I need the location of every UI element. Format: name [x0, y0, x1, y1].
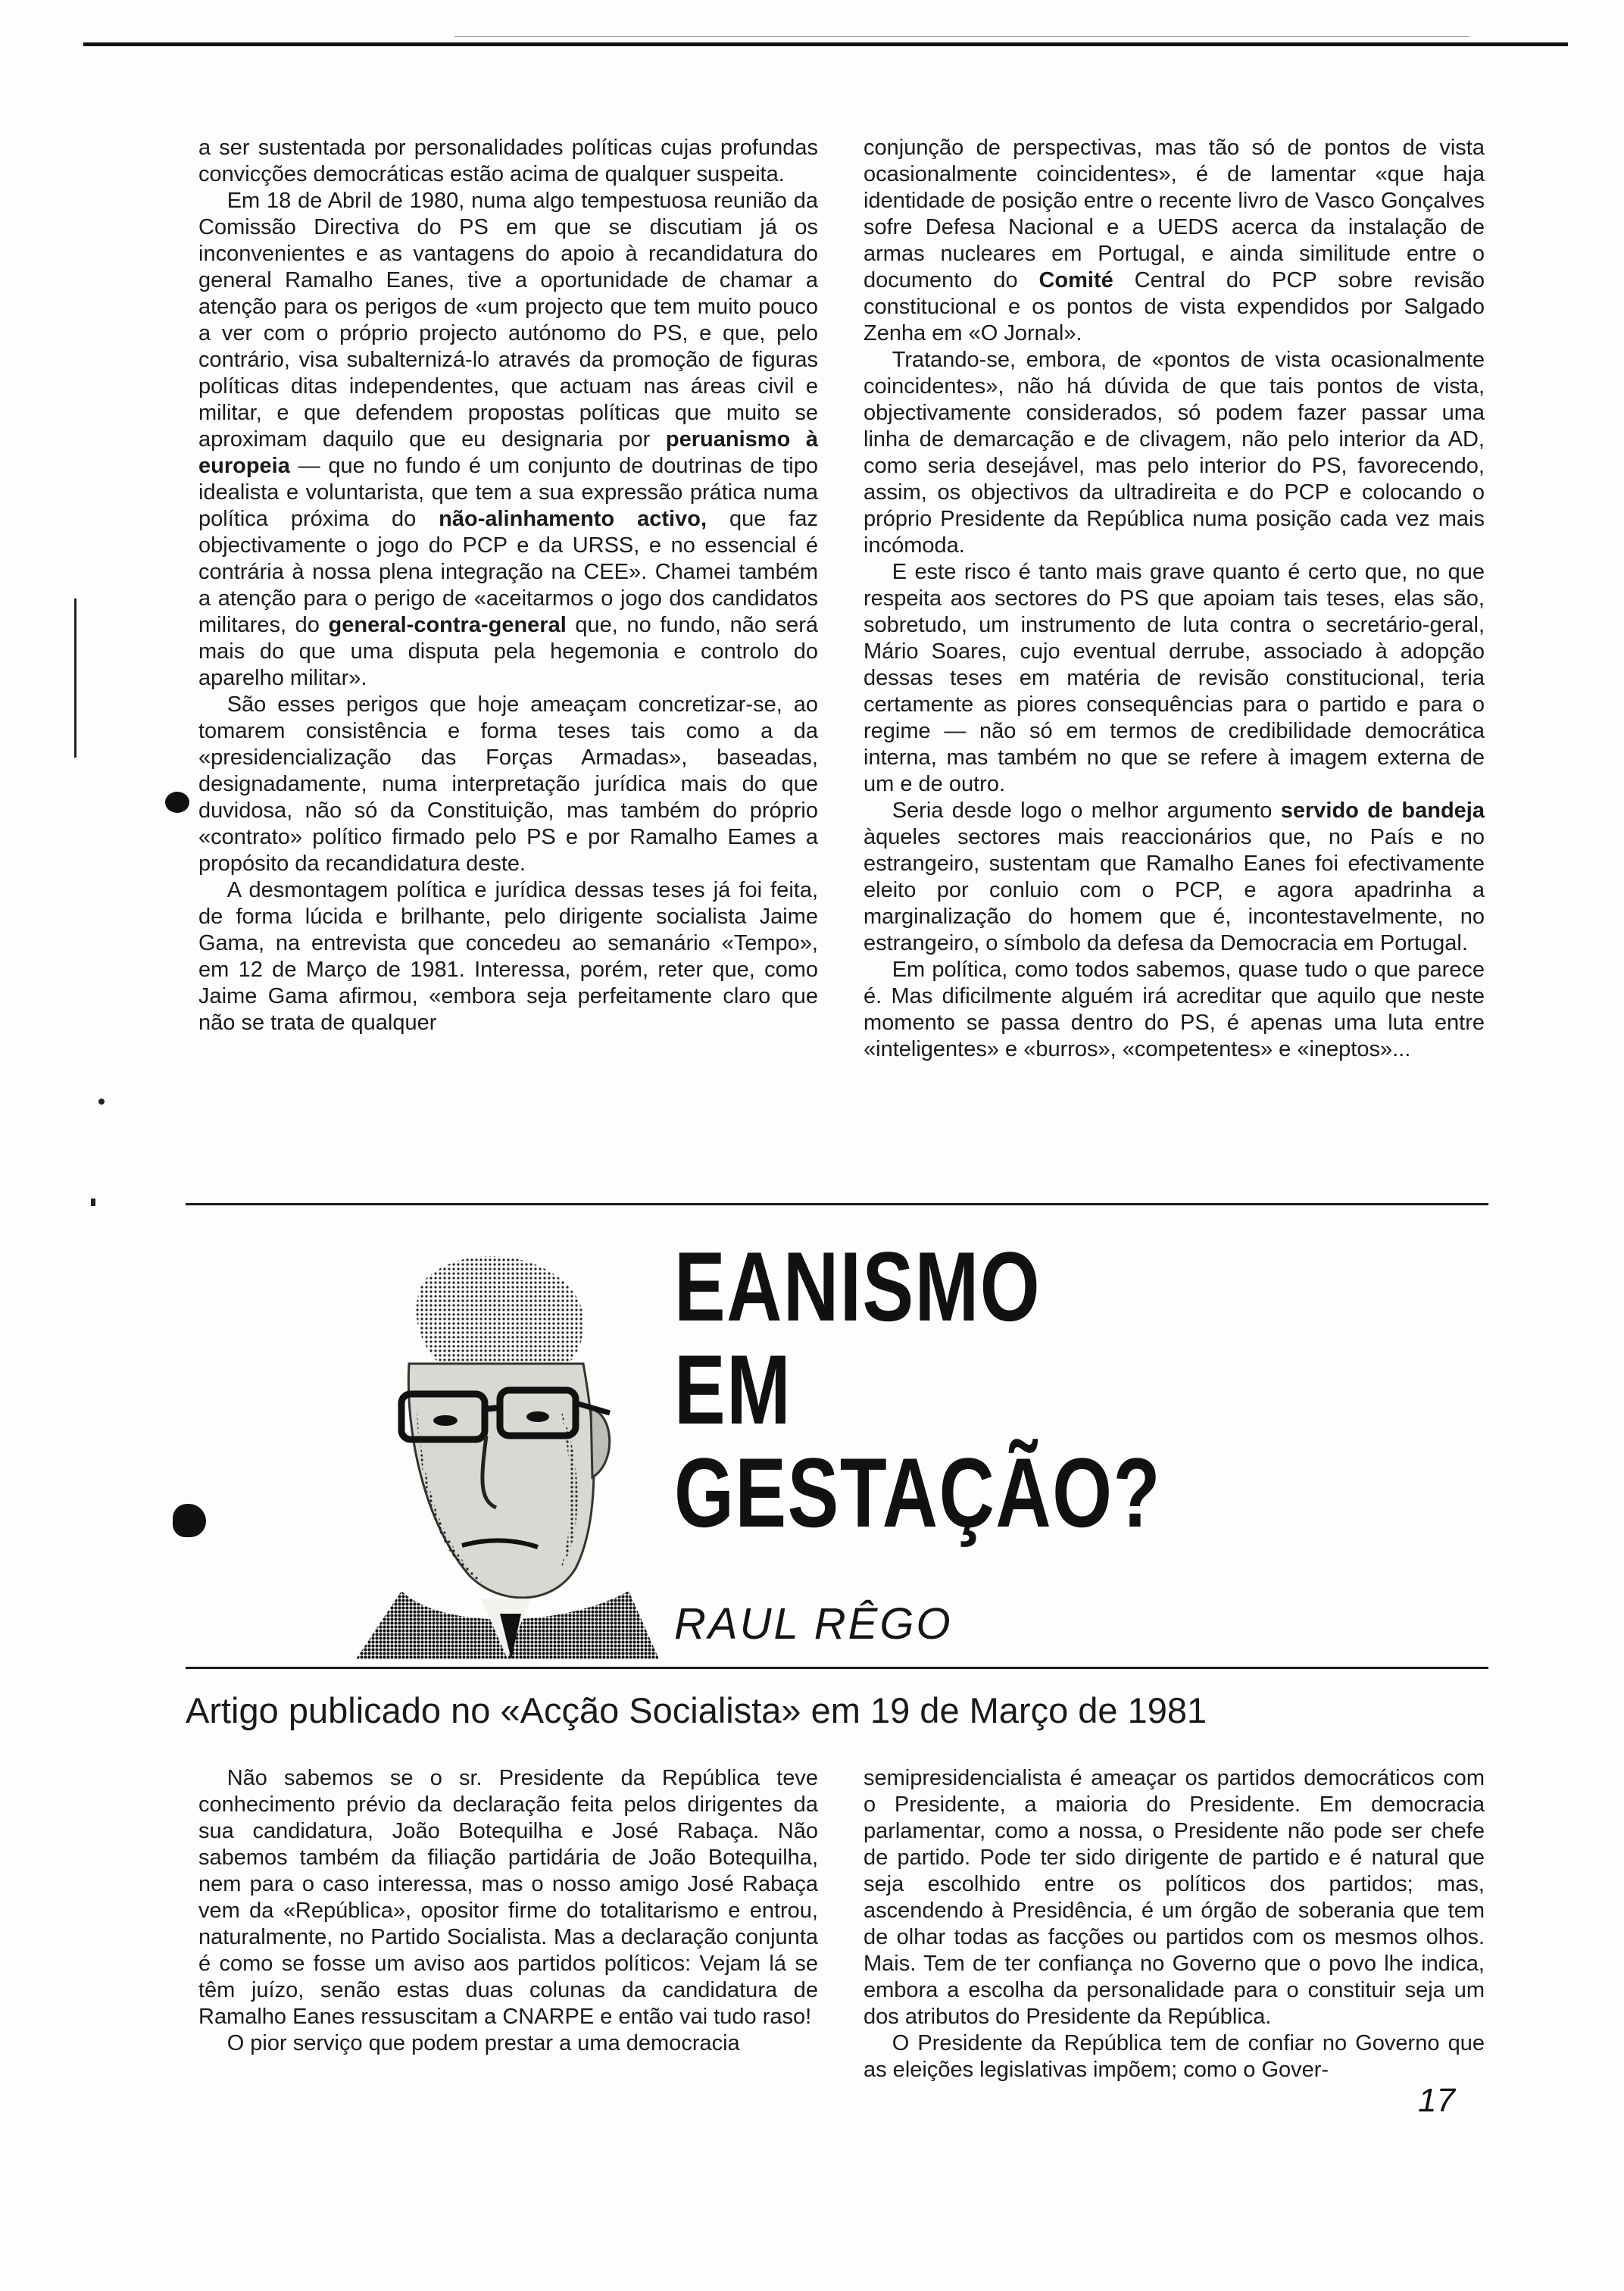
paragraph: Em política, como todos sabemos, quase tudo o que parece é. Mas dificilmente alguém irá acreditar que aquilo que neste momento se passa dentro do PS, é apenas uma luta entre «inteligentes» e «burros», «competentes» e «ineptos»...	[864, 958, 1485, 1061]
paragraph: A desmontagem política e jurídica dessas teses já foi feita, de forma lúcida e brilhante, pelo dirigente socialista Jaime Gama, na entrevista que concedeu ao semanário «Tempo», em 12 de Março de 1981. Interessa, porém, reter que, como Jaime Gama afirmou, «embora seja perfeitamente claro que não se trata de qualquer	[198, 878, 818, 1035]
portrait-photo	[311, 1235, 659, 1659]
bottom-column-right	[864, 1765, 1485, 2083]
ink-blot	[165, 792, 189, 813]
headline-line: GESTAÇÃO?	[674, 1437, 1162, 1548]
bottom-column-left	[198, 1765, 818, 2057]
paragraph: Em 18 de Abril de 1980, numa algo tempestuosa reunião da Comissão Directiva do PS em que se discutiam já os inconvenientes e as vantagens do apoio à recandidatura do general Ramalho Eanes, tive a oportunidade de chamar a atenção para os perigos de «um projecto que tem muito pouco a ver com o próprio projecto autónomo do PS, e que, pelo contrário, visa subalternizá-lo através da promoção de figuras políticas ditas independentes, que actuam nas áreas civil e militar, e que defendem propostas políticas que muito se aproximam daquilo que eu designaria por peruanismo à europeia — que no fundo é um conjunto de doutrinas de tipo idealista e voluntarista, que tem a sua expressão prática numa política próxima do não-alinhamento activo, que faz objectivamente o jogo do PCP e da URSS, e no essencial é contrária à nossa plena integração na CEE». Chamei também a atenção para o perigo de «aceitarmos o jogo dos candidatos militares, do general-contra-general que, no fundo, não será mais do que uma disputa pela hegemonia e controlo do aparelho militar».	[198, 189, 819, 690]
top-thin-rule	[454, 36, 1469, 37]
author-byline: RAUL RÊGO	[674, 1599, 953, 1649]
top-column-right	[864, 135, 1485, 1063]
top-rule	[83, 42, 1568, 46]
headline-line: EM	[674, 1334, 792, 1445]
top-column-left	[198, 135, 818, 1036]
paragraph: semipresidencialista é ameaçar os partidos democráticos com o Presidente, a maioria do Presidente. Em democracia parlamentar, como a nossa, o Presidente não pode ser chefe de partido. Pode ter sido dirigente de partido e é natural que seja escolhido entre os políticos dos partidos; mas, ascendendo à Presidência, é um órgão de soberania que tem de olhar todas as facções ou partidos com os mesmos olhos. Mais. Tem de ter confiança no Governo que o povo lhe indica, embora a escolha da personalidade para o constituir seja um dos atributos do Presidente da República.	[864, 1766, 1485, 2029]
paragraph: O pior serviço que podem prestar a uma democracia	[226, 2031, 740, 2055]
headline	[674, 1231, 1206, 1548]
paragraph: Tratando-se, embora, de «pontos de vista ocasionalmente coincidentes», não há dúvida de que tais pontos de vista, objectivamente considerados, só podem fazer passar uma linha de demarcação e de clivagem, não pelo interior da AD, como seria desejável, mas pelo interior do PS, favorecendo, assim, os objectivos da ultradireita e do PCP e colocando o próprio Presidente da República numa posição cada vez mais incómoda.	[864, 348, 1485, 558]
paragraph: conjunção de perspectivas, mas tão só de pontos de vista ocasionalmente coincidentes», é de lamentar «que haja identidade de posição entre o recente livro de Vasco Gonçalves sofre Defesa Nacional e a UEDS acerca da instalação de armas nucleares em Portugal, e ainda similitude entre o documento do Comité Central do PCP sobre revisão constitucional e os pontos de vista expendidos por Salgado Zenha em «O Jornal».	[864, 136, 1485, 345]
margin-mark	[91, 1199, 95, 1206]
paragraph: O Presidente da República tem de confiar no Governo que as eleições legislativas impõem; como o Gover-	[864, 2031, 1485, 2082]
ink-blot	[173, 1504, 206, 1537]
paragraph: Não sabemos se o sr. Presidente da República teve conhecimento prévio da declaração feita pelos dirigentes da sua candidatura, João Botequilha e José Rabaça. Não sabemos também da filiação partidária de João Botequilha, nem para o caso interessa, mas o nosso amigo José Rabaça vem da «República», opositor firme do totalitarismo e entrou, naturalmente, no Partido Socialista. Mas a declaração conjunta é como se fosse um aviso aos partidos políticos: Vejam lá se têm juízo, senão estas duas colunas da candidatura de Ramalho Eanes ressuscitam a CNARPE e então vai tudo raso!	[198, 1766, 818, 2029]
paragraph: Seria desde logo o melhor argumento servido de bandeja àqueles sectores mais reaccionários que, no País e no estrangeiro, sustentam que Ramalho Eanes foi efectivamente eleito por conluio com o PCP, e agora apadrinha a marginalização do homem que é, incontestavelmente, no estrangeiro, o símbolo da defesa da Democracia em Portugal.	[864, 799, 1485, 955]
section-rule	[186, 1667, 1488, 1669]
paragraph: São esses perigos que hoje ameaçam concretizar-se, ao tomarem consistência e forma teses tais como a da «presidencialização das Forças Armadas», baseadas, designadamente, numa interpretação jurídica mais do que duvidosa, não só da Constituição, mas também do próprio «contrato» político firmado pelo PS e por Ramalho Eames a propósito da recandidatura deste.	[198, 692, 818, 876]
section-rule	[186, 1203, 1488, 1205]
headline-line: EANISMO	[674, 1231, 1042, 1342]
margin-mark	[98, 1099, 105, 1105]
paragraph: E este risco é tanto mais grave quanto é certo que, no que respeita aos sectores do PS que apoiam tais teses, elas são, sobretudo, um instrumento de luta contra o secretário-geral, Mário Soares, cujo eventual derrube, associado à adopção dessas teses em matéria de revisão constitucional, teria certamente as piores consequências para o partido e para o regime — não só em termos de credibilidade democrática interna, mas também no que se refere à imagem externa de um e de outro.	[864, 560, 1485, 796]
paragraph: a ser sustentada por personalidades políticas cujas profundas convicções democráticas estão acima de qualquer suspeita.	[198, 136, 818, 186]
article-subtitle: Artigo publicado no «Acção Socialista» em 19 de Março de 1981	[186, 1690, 1207, 1730]
page-number: 17	[1418, 2082, 1455, 2119]
margin-mark	[74, 599, 77, 758]
